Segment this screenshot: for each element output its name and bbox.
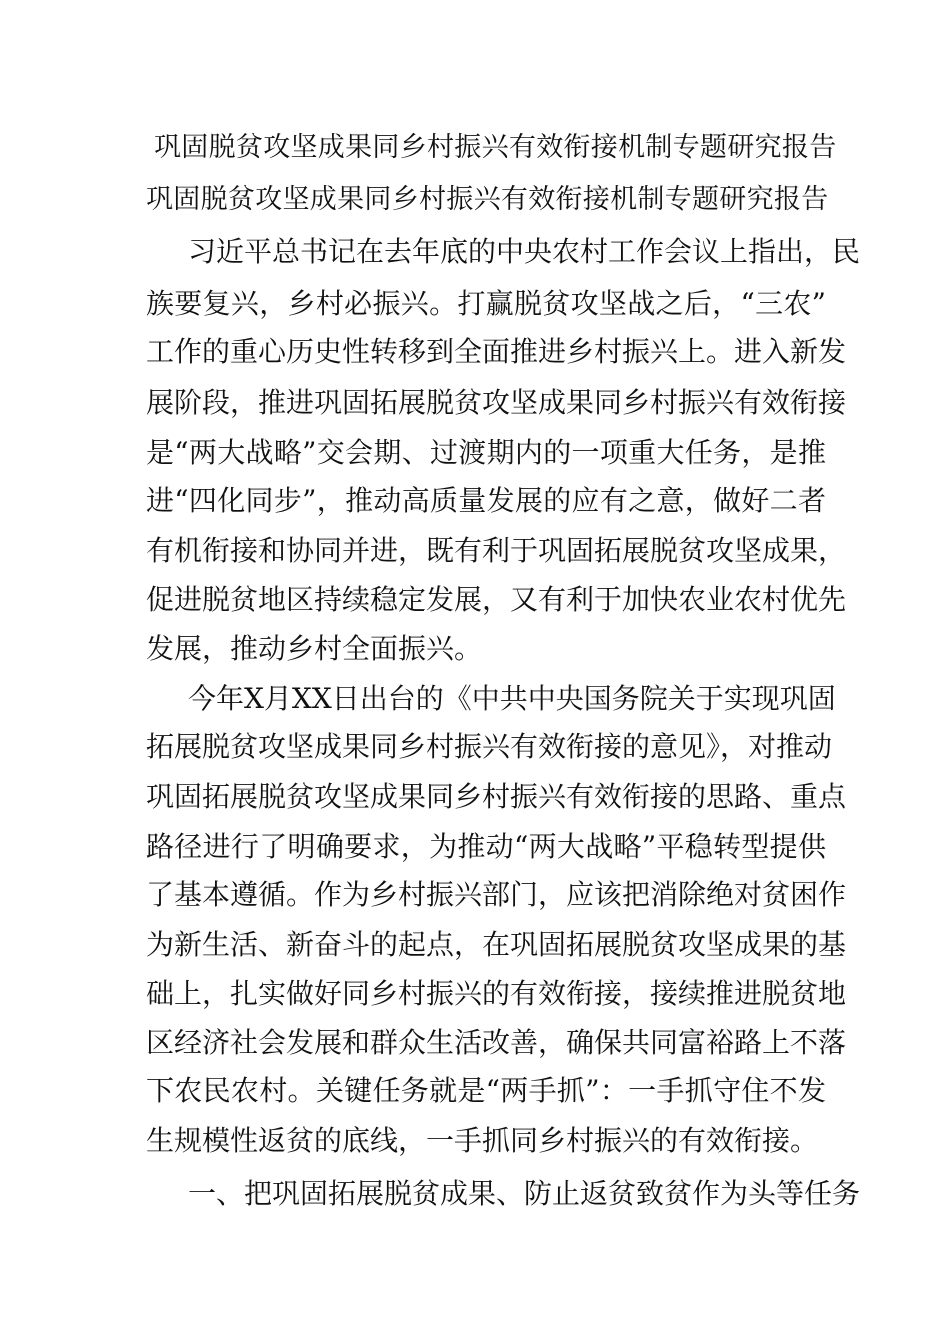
paragraph-1-line-3: 工作的重心历史性转移到全面推进乡村振兴上。进入新发 [146,335,847,368]
paragraph-2-line-8: 区经济社会发展和群众生活改善，确保共同富裕路上不落 [146,1026,847,1059]
section-heading: 一、把巩固拓展脱贫成果、防止返贫致贫作为头等任务 [188,1177,861,1210]
paragraph-2-line-5: 了基本遵循。作为乡村振兴部门，应该把消除绝对贫困作 [146,878,847,911]
document-title: 巩固脱贫攻坚成果同乡村振兴有效衔接机制专题研究报告 [154,132,837,163]
paragraph-1-line-4: 展阶段，推进巩固拓展脱贫攻坚成果同乡村振兴有效衔接 [146,386,847,419]
paragraph-2-line-10: 生规模性返贫的底线，一手抓同乡村振兴的有效衔接。 [146,1124,819,1157]
paragraph-1-line-5: 是“两大战略”交会期、过渡期内的一项重大任务，是推 [146,436,826,469]
paragraph-1-line-8: 促进脱贫地区持续稳定发展，又有利于加快农业农村优先 [146,583,847,616]
paragraph-2-line-2: 拓展脱贫攻坚成果同乡村振兴有效衔接的意见》，对推动 [146,730,833,763]
paragraph-2-line-3: 巩固拓展脱贫攻坚成果同乡村振兴有效衔接的思路、重点 [146,780,847,813]
paragraph-2-line-9: 下农民农村。关键任务就是“两手抓”：一手抓守住不发 [146,1074,826,1107]
document-title-repeat: 巩固脱贫攻坚成果同乡村振兴有效衔接机制专题研究报告 [146,184,829,215]
paragraph-1-line-1: 习近平总书记在去年底的中央农村工作会议上指出，民 [188,235,861,268]
paragraph-2-line-6: 为新生活、新奋斗的起点，在巩固拓展脱贫攻坚成果的基 [146,928,847,961]
paragraph-1-line-6: 进“四化同步”，推动高质量发展的应有之意，做好二者 [146,484,826,517]
paragraph-2-line-4: 路径进行了明确要求，为推动“两大战略”平稳转型提供 [146,830,826,863]
paragraph-2-line-1: 今年X月XX日出台的《中共中央国务院关于实现巩固 [188,682,836,715]
paragraph-1-line-9: 发展，推动乡村全面振兴。 [146,632,483,665]
paragraph-1-line-7: 有机衔接和协同并进，既有利于巩固拓展脱贫攻坚成果， [146,534,847,567]
paragraph-1-line-2: 族要复兴，乡村必振兴。打赢脱贫攻坚战之后，“三农” [146,287,826,320]
paragraph-2-line-7: 础上，扎实做好同乡村振兴的有效衔接，接续推进脱贫地 [146,977,847,1010]
